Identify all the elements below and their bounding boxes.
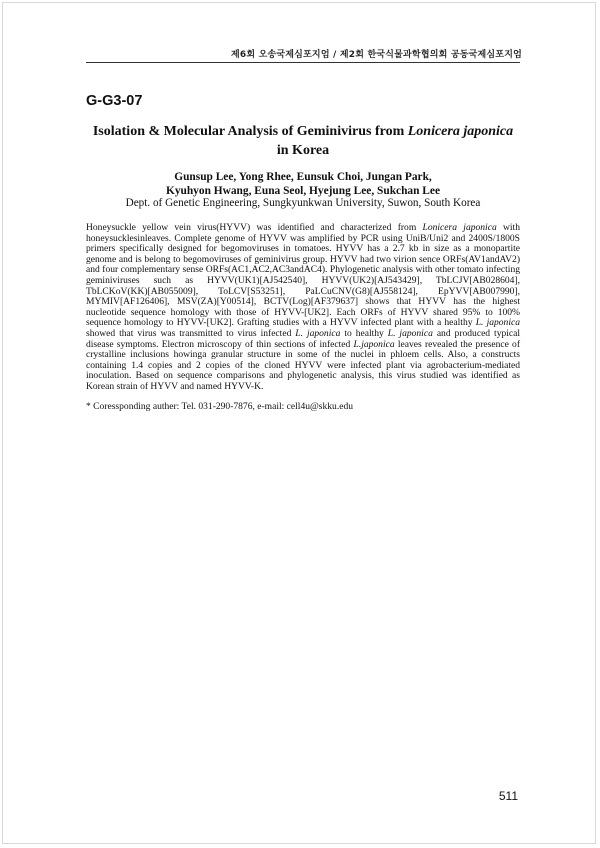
- abstract-paragraph: [86, 223, 520, 393]
- abstract-text: showed that virus was transmitted to virus infected: [86, 327, 296, 339]
- abstract-text: to healthy: [340, 327, 388, 339]
- species-name: L.japonica: [353, 338, 395, 350]
- page-number: 511: [498, 789, 518, 803]
- species-name: L. japonica: [475, 317, 520, 329]
- title-text-end: in Korea: [276, 143, 330, 158]
- authors-line-2: Kyuhyon Hwang, Euna Seol, Hyejung Lee, Sukchan Lee: [165, 185, 441, 197]
- species-name: L. japonica: [295, 327, 341, 339]
- abstract-text: Honeysuckle yellow vein virus(HYVV) was identified and characterized from: [86, 222, 423, 233]
- author-list: [86, 170, 520, 198]
- abstract-text: and produced typical disease symptoms. Electron microscopy of thin sections of infected: [86, 327, 521, 350]
- paper-title: [86, 122, 520, 160]
- species-name: L. japonica: [387, 327, 433, 339]
- abstract-body: [86, 223, 520, 393]
- abstract-code: G-G3-07: [86, 93, 143, 109]
- title-text: Isolation & Molecular Analysis of Geminivirus from: [92, 124, 408, 139]
- affiliation: Dept. of Genetic Engineering, Sungkyunkwan University, Suwon, South Korea: [125, 197, 481, 209]
- authors-line-1: Gunsup Lee, Yong Rhee, Eunsuk Choi, Jungan Park,: [174, 171, 432, 183]
- abstract-text: with honeysucklesinleaves. Complete genome of HYVV was amplified by PCR using UniB/Uni2 and 2400S/1800S primers specifically designed for begomoviruses in tomatoes. HYVV has a 2.7 kb in size as a monopartite genome and is belong to begomoviruses of geminivirus group. HYVV had two virion sence ORFs(AV1andAV2) and four complementary sense ORFs(AC1,AC2,AC3andAC4). Phylogenetic analysis with other tomato infecting geminiviruses such as HYVV(UK1)[AJ542540], HYVV(UK2)[AJ543429], TbLCJV[AB028604], TbLCKoV(KK)[AB055009], ToLCV[S53251], PaLCuCNV(G8)[AJ558124], EpYVV[AB007990], MYMIV[AF126406], MSV(ZA)[Y00514], BCTV(Log)[AF379637] shows that HYVV has the highest nucleotide sequence homology with those of HYVV-[UK2]. Each ORFs of HYVV shared 95% to 100% sequence homology to HYVV-[UK2]. Grafting studies with a HYVV infected plant with a healthy: [86, 222, 520, 329]
- header-rule: [86, 62, 520, 63]
- title-species: Lonicera japonica: [407, 124, 514, 139]
- abstract-text: leaves revealed the presence of crystalline inclusions howinga granular structure in some of the nuclei in phloem cells. Also, a constructs containing 1.4 copies and 2 copies of the cloned HYVV were infected plant via agrobacterium-mediated inoculation. Based on sequence comparisons and phylogenetic analysis, this virus studied was identified as Korean strain of HYVV and named HYVV-K.: [86, 338, 521, 392]
- corresponding-author-note: * Coressponding auther: Tel. 031-290-7876, e-mail: cell4u@skku.edu: [86, 401, 353, 412]
- running-header: 제6회 오송국제심포지엄 / 제2회 한국식물과학협의회 공동국제심포지엄: [230, 50, 522, 60]
- species-name: Lonicera japonica: [422, 222, 497, 233]
